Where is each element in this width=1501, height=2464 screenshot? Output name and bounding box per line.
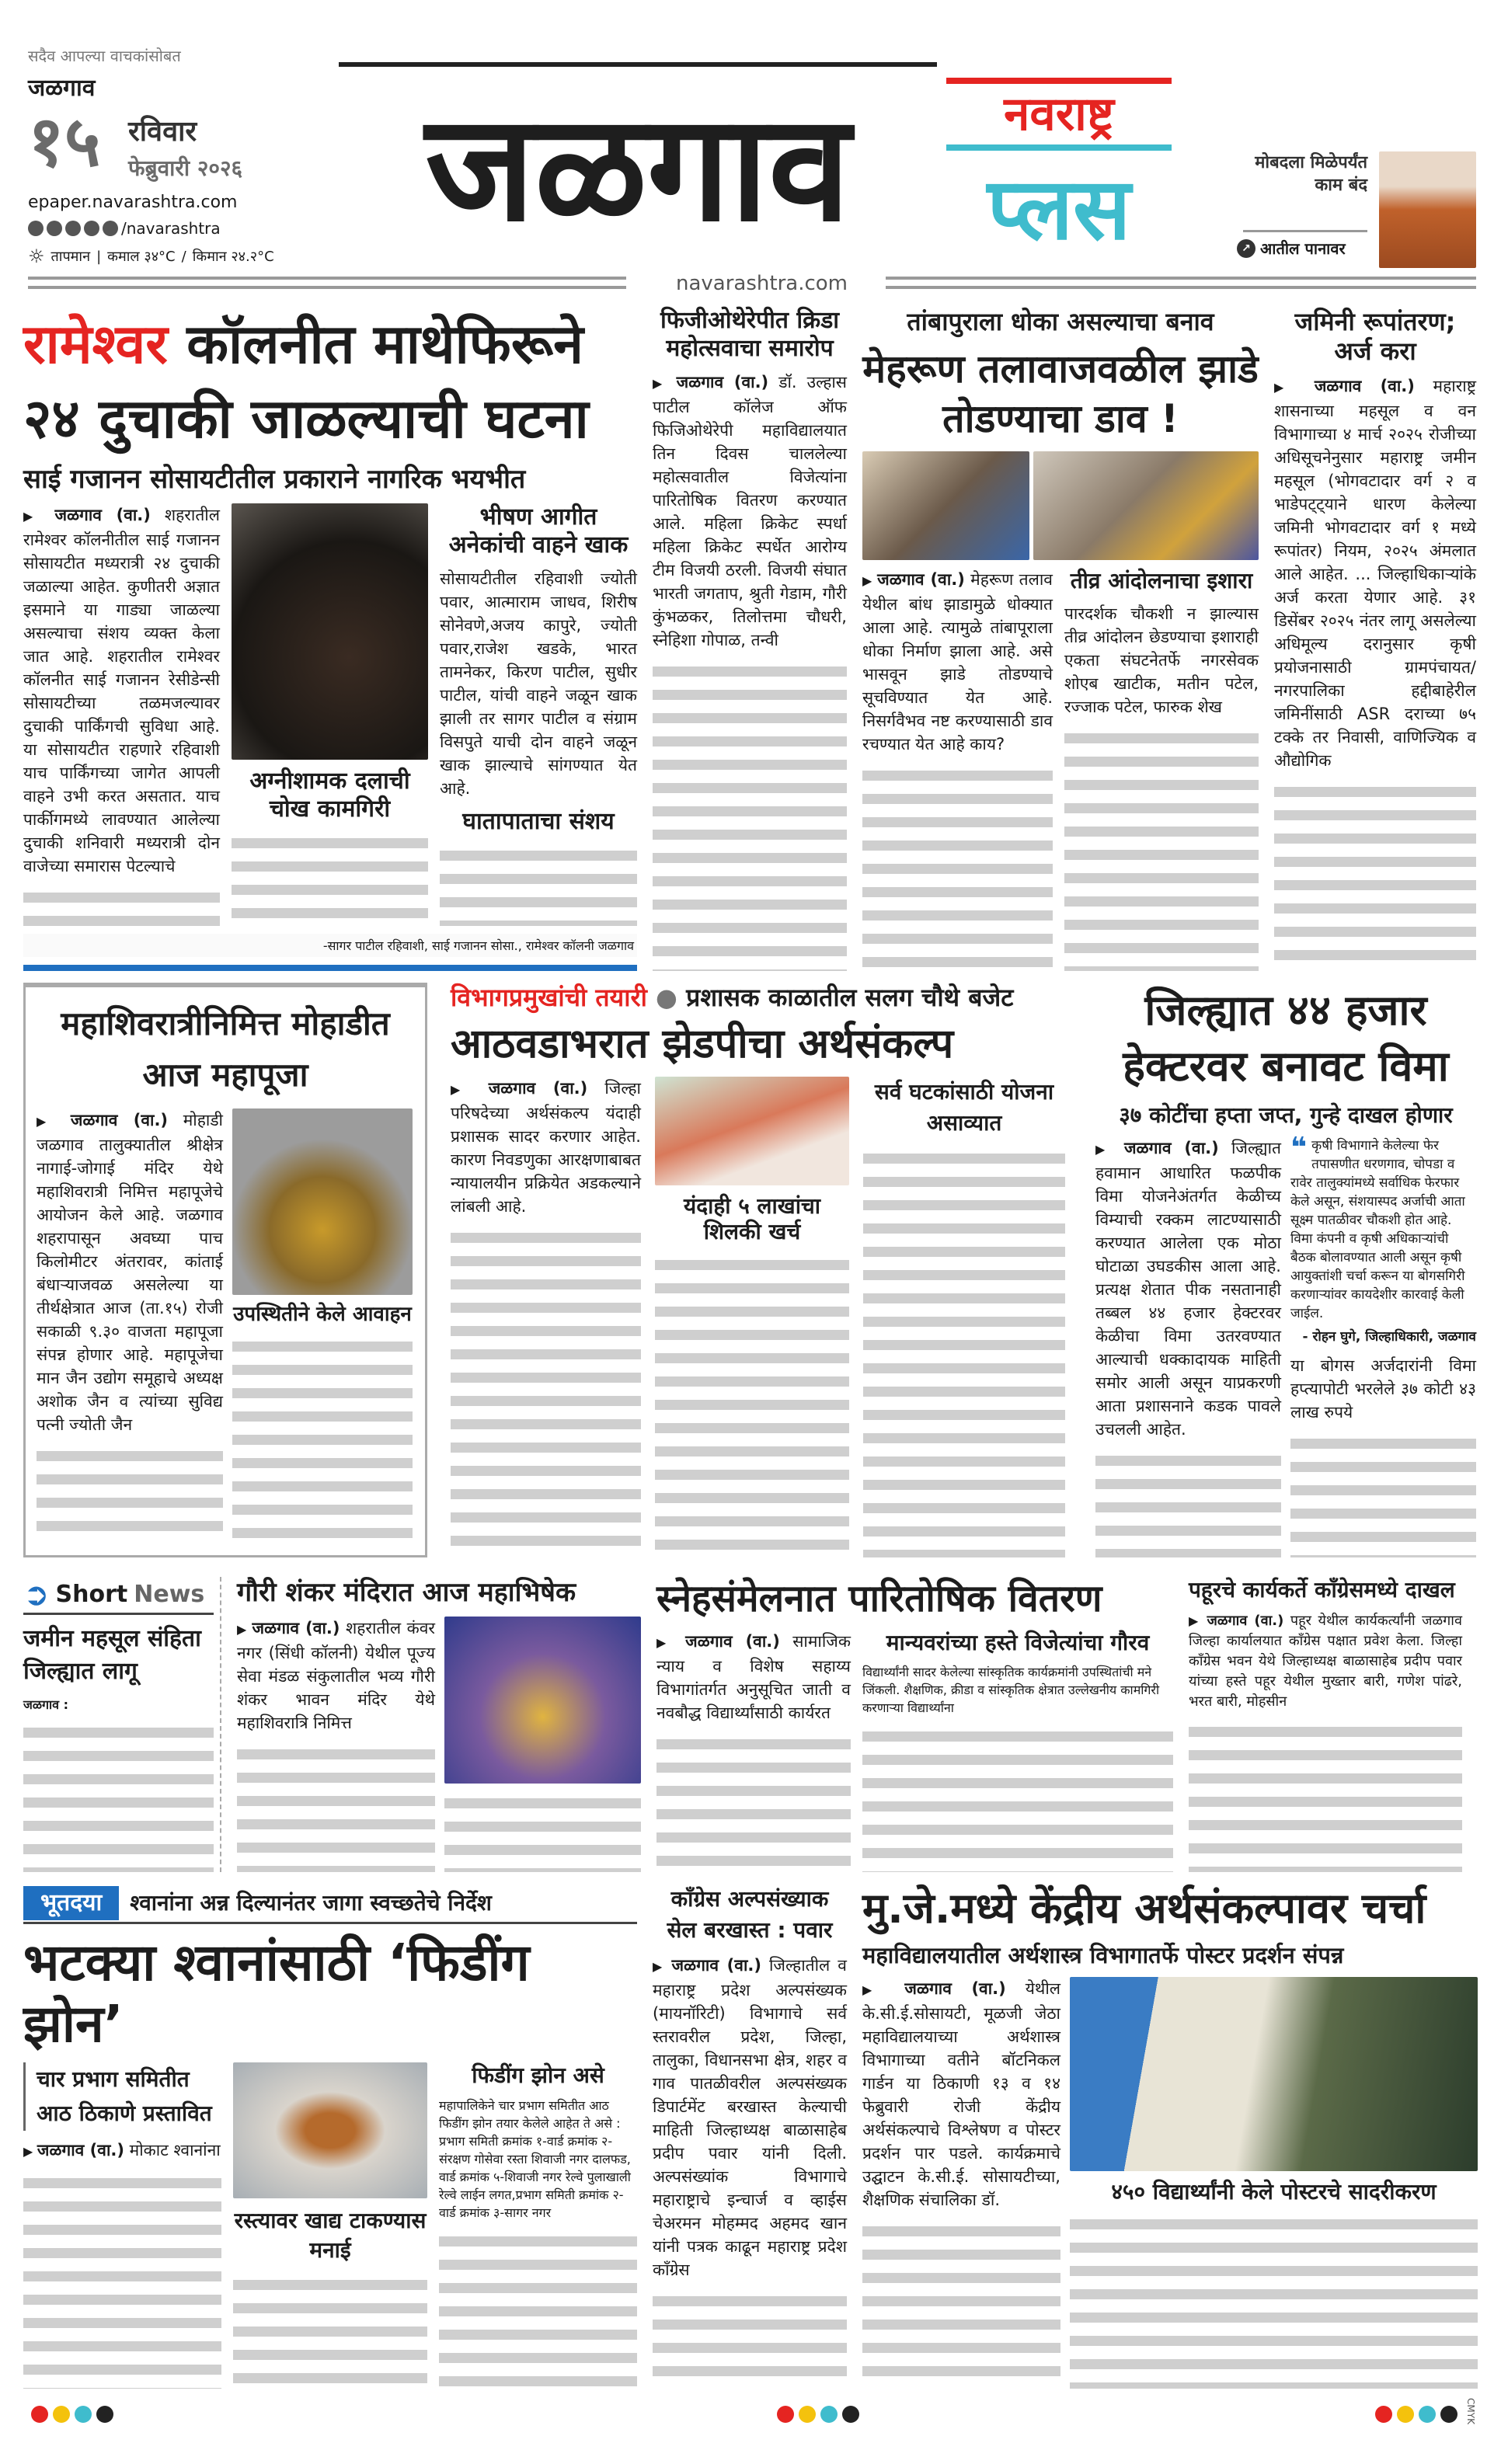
arrow-icon: ↗ — [1237, 239, 1255, 258]
fire-brigade-head: अग्नीशामक दलाची चोख कामगिरी — [249, 767, 410, 823]
pahur-head[interactable]: पहूरचे कार्यकर्ते काँग्रेसमध्ये दाखल — [1189, 1577, 1455, 1603]
congress-head[interactable]: काँग्रेस अल्पसंख्याक सेल बरखास्त : पवार — [667, 1886, 833, 1943]
brand-logo — [946, 78, 1172, 267]
appeal-head: उपस्थितीने केले आवाहन — [233, 1303, 412, 1326]
no-feeding-head: रस्त्यावर खाद्य टाकण्यास मनाई — [234, 2208, 427, 2264]
lead-headline[interactable]: रामेश्वर कॉलनीत माथेफिरूने २४ दुचाकी जाळल्याची घटना — [23, 312, 589, 451]
masthead-title-box — [339, 62, 937, 273]
brand-top: नवराष्ट्र — [1004, 87, 1114, 141]
physio-story — [653, 307, 847, 971]
row-middle — [23, 983, 1478, 1557]
color-registration-right — [1375, 2406, 1462, 2426]
surplus-head: यंदाही ५ लाखांचा शिलकी खर्च — [684, 1192, 820, 1245]
insurance-subhead: ३७ कोटींचा हप्ता जप्त, गुन्हे दाखल होणार — [1119, 1102, 1453, 1128]
lead-body: ▶ जळगाव (वा.) शहरातील रामेश्वर कॉलनीतील साई गजानन सोसायटीत मध्यरात्री २४ दुचाकी जळाल्या आहेत. कुणीतरी अज्ञात इसमाने या गाड्या जाळल्या असल्याचा संशय व्यक्त केला जात आहे. शहरातील रामेश्वर कॉलनीत साई गजानन रेसीडेन्सी सोसायटीच्या तळमजल्यावर दुचाकी पार्किंगची सुविधा आहे. या सोसायटीत राहणारे रहिवाशी याच पार्किंगच्या जागेत आपली वाहने उभी करत असतात. याच पार्कीगमध्ये लावण्यात आलेल्या दुचाकी शनिवारी मध्यरात्री दोन वाजेच्या समारास पेटल्याचे — [23, 503, 220, 878]
facebook-icon[interactable] — [28, 221, 44, 236]
insurance-story — [1095, 983, 1476, 1557]
pahur-story — [1189, 1577, 1462, 1872]
temp-min: किमान २४.२°C — [192, 249, 274, 265]
gauri-story — [237, 1577, 641, 1872]
dogs-kicker-bar — [23, 1884, 637, 1924]
dogs-side-head: चार प्रभाग समितीत आठ ठिकाणे प्रस्तावित — [23, 2062, 221, 2131]
short-news-dateline: जळगाव : — [23, 1697, 69, 1712]
physio-head[interactable]: फिजीओथेरेपीत क्रिडा महोत्सवाचा समारोप — [660, 307, 840, 362]
sneh-story — [656, 1577, 1173, 1872]
mj-story — [862, 1884, 1478, 2389]
mehrun-kicker: तांबापुराला धोका असल्याचा बनाव — [907, 307, 1214, 336]
short-news-head[interactable]: जमीन महसूल संहिता जिल्ह्यात लागू — [23, 1625, 201, 1685]
lead-story — [23, 307, 637, 971]
edition-city: जळगाव — [28, 75, 96, 102]
linkedin-icon[interactable] — [103, 221, 118, 236]
mj-body: ▶ जळगाव (वा.) येथील के.सी.ई.सोसायटी, मूळजी जेठा महाविद्यालयाच्या अर्थशास्त्र विभागाच्या वतीने बॉटनिकल गार्डन या ठिकाणी १३ व १४ फेब्रुवारी रोजी केंद्रीय अर्थसंकल्पाचे विश्लेषण व पोस्टर प्रदर्शन पार पडले. कार्यक्रमाचे उद्घाटन के.सी.ई. सोसायटीच्या, शैक्षणिक संचालिका डॉ. — [862, 1977, 1060, 2212]
teaser-photo — [1379, 151, 1476, 268]
short-news-label: ➲ Short News — [23, 1577, 214, 1615]
youtube-icon[interactable] — [84, 221, 99, 236]
mj-head[interactable]: मु.जे.मध्ये केंद्रीय अर्थसंकल्पावर चर्चा — [862, 1884, 1426, 1933]
collector-quote: ❝ कृषी विभागाने केलेल्या फेर तपासणीत धरणगाव, चोपडा व रावेर तालुक्यांमध्ये सर्वाधिक फेरफार केले असून, संशयास्पद अर्जाची आता सूक्ष्म पातळीवर चौकशी होत आहे. विमा कंपनी व कृषी अधिकाऱ्यांची बैठक बोलावण्यात आली असून कृषी आयुक्तांशी चर्चा करून या बोगसगिरी करणाऱ्यांवर कायदेशीर कारवाई केली जाईल. - रोहन घुगे, जिल्हाधिकारी, जळगाव — [1290, 1131, 1476, 1345]
insurance-head[interactable]: जिल्ह्यात ४४ हजार हेक्टरवर बनावट विमा — [1123, 986, 1449, 1091]
congress-body: ▶ जळगाव (वा.) जिल्हातील व महाराष्ट्र प्रदेश अल्पसंख्यक (मायनॉरिटी) विभागाचे सर्व स्तरावरील प्रदेश, जिल्हा, तालुका, विधानसभा क्षेत्र, शहर व गाव पातळीवरील अल्पसंख्यक डिपार्टमेंट बरखास्त केल्याची माहिती जिल्हाध्यक्ष बाळासाहेब प्रदीप पवार यांनी दिली. अल्पसंख्यांक विभागाचे महाराष्ट्राचे इन्चार्ज व व्हाईस चेअरमन मोहम्मद अहमद खान यांनी पत्रक काढून महाराष्ट्र प्रदेश काँग्रेस — [653, 1954, 847, 2281]
kicker-label: भूतदया — [23, 1886, 119, 1920]
row-bottom — [23, 1884, 1478, 2389]
weekday: रविवार — [128, 116, 197, 148]
masthead-title: जळगाव — [425, 82, 851, 254]
brand-bottom: प्लस — [987, 159, 1131, 259]
mahashivratri-box — [23, 983, 427, 1557]
schemes-head: सर्व घटकांसाठी योजना असाव्यात — [874, 1078, 1054, 1136]
social-links — [28, 219, 221, 238]
insurance-body: ▶ जळगाव (वा.) जिल्ह्यात हवामान आधारित फळपीक विमा योजनेअंतर्गत केळीच्य विम्याची रक्कम लाटण्यासाठी करण्यात आलेला एक मोठा घोटाळा उघडकीस आला आहे. प्रत्यक्ष शेतात पीक नसतानाही तब्बल ४४ हजार हेक्टरवर केळीचा विमा उतरवण्यात आल्याची धक्कादायक माहिती समोर आली असून याप्रकरणी आता प्रशासनाने कडक पावले उचलली आहेत. — [1095, 1136, 1281, 1441]
dogs-body: ▶ जळगाव (वा.) मोकाट श्वानांना — [23, 2139, 221, 2163]
sneh-body-2: विद्यार्थ्यांनी सादर केलेल्या सांस्कृतिक कार्यक्रमांनी उपस्थितांची मने जिंकली. शैक्षणिक, क्रीडा व सांस्कृतिक क्षेत्रात उल्लेखनीय कामगिरी करणाऱ्या विद्यार्थ्यांना — [862, 1665, 1160, 1716]
dog-photo — [233, 2062, 427, 2198]
land-conversion-head[interactable]: जमिनी रूपांतरण; अर्ज करा — [1294, 307, 1456, 367]
arrow-icon: ➲ — [23, 1577, 50, 1613]
footer — [23, 2398, 1478, 2445]
mj-subhead: महाविद्यालयातील अर्थशास्त्र विभागातर्फे पोस्टर प्रदर्शन संपन्न — [862, 1941, 1344, 1968]
teaser-headline[interactable]: मोबदला मिळेपर्यंत काम बंद — [1255, 153, 1367, 195]
budget-story — [451, 983, 1072, 1557]
mahashivratri-head[interactable]: महाशिवरात्रीनिमित्त मोहाडीत आज महापूजा — [61, 1004, 390, 1094]
vehicles-burnt-head: भीषण आगीत अनेकांची वाहने खाक — [448, 503, 629, 559]
weather: ☼ तापमान | कमाल ३४°C / किमान २४.२°C — [28, 245, 274, 267]
land-conversion-body: ▶ जळगाव (वा.) महाराष्ट्र शासनाच्या महसूल व वन विभागाच्या ४ मार्च २०२५ रोजीच्या अधिसूचनेनुसार महाराष्ट्र जमीन महसूल (भोगवटादार वर्ग २ व भाडेपट्ट्याने धारण केलेल्या जमिनी भोगवटादार वर्ग १ मध्ये रूपांतर) नियम, २०२५ अंमलात आले आहेत. ... जिल्हाधिकाऱ्यांके अर्ज करता येणार आहे. ३१ डिसेंबर २०२५ नंतर लागू असलेल्या अधिमूल्य दरानुसार कृषी प्रयोजनासाठी ग्रामपंचायत/नगरपालिका हद्दीबाहेरील जमिनींसाठी ASR दराच्या ७५ टक्के तर निवासी, वाणिज्यिक व औद्योगिक — [1274, 374, 1476, 772]
dogs-head[interactable]: भटक्या श्वानांसाठी ‘फिडींग झोन’ — [23, 1933, 530, 2055]
mehrun-body: ▶ जळगाव (वा.) मेहरूण तलाव येथील बांध झाडामुळे धोक्यात आला आहे. त्यामुळे तांबापूराला धोका निर्माण झाला आहे. असे भासवून झाडे तोडण्याचे सूचविण्यात येत आहे. निसर्गवैभव नष्ट करण्यासाठी डाव रचण्यात येत आहे काय? — [862, 568, 1053, 756]
x-icon[interactable] — [65, 221, 81, 236]
insurance-body-2: या बोगस अर्जदारांनी विमा हप्त्यापोटी भरलेले ३७ कोटी ४३ लाख रुपये — [1290, 1356, 1476, 1422]
sneh-head[interactable]: स्नेहसंमेलनात पारितोषिक वितरण — [656, 1577, 1102, 1620]
lead-subhead: साई गजानन सोसायटीतील प्रकाराने नागरिक भयभीत — [23, 464, 526, 495]
instagram-icon[interactable] — [47, 221, 62, 236]
temp-max: कमाल ३४°C — [107, 249, 176, 265]
agitation-body: पारदर्शक चौकशी न झाल्यास तीव्र आंदोलन छेडण्याचा इशाराही एकता संघटनेतर्फे नगरसेवक शोएब खाटीक, मतीन पटेल, रज्जाक पटेल, फारुक शेख — [1064, 604, 1259, 716]
mehrun-photo-1 — [862, 451, 1029, 560]
color-registration-center — [777, 2406, 864, 2426]
gauri-body: ▶ जळगाव (वा.) शहरातील कंवर नगर (सिंधी कॉलनी) येथील पूज्य सेवा मंडळ संकुलातील भव्य गौरी शंकर भावन मंदिर येथे महाशिवरात्रि निमित्त — [237, 1617, 435, 1735]
row-lower — [23, 1577, 1478, 1872]
short-news — [23, 1577, 221, 1872]
temple-photo — [444, 1617, 641, 1784]
sneh-body: ▶ जळगाव (वा.) सामाजिक न्याय व विशेष सहाय्य विभागांतर्गत अनुसूचित जाती व नवबौद्ध विद्यार्थ्यांसाठी कार्यरत — [656, 1630, 851, 1724]
quote-icon: ❝ — [1290, 1131, 1308, 1164]
mehrun-story — [862, 307, 1259, 971]
budget-kicker: विभागप्रमुखांची तयारी ● प्रशासक काळातील सलग चौथे बजेट — [451, 983, 1014, 1012]
weather-icon: ☼ — [28, 245, 45, 267]
mj-photo-caption: ४५० विद्यार्थ्यांनी केले पोस्टरचे सादरीकरण — [1111, 2178, 1437, 2205]
congress-story — [653, 1884, 847, 2389]
tagline: सदैव आपल्या वाचकांसोबत — [28, 47, 181, 65]
color-registration-left — [31, 2406, 118, 2426]
land-conversion-story — [1274, 307, 1476, 971]
physio-body: ▶ जळगाव (वा.) डॉ. उल्हास पाटील कॉलेज ऑफ फिजिओथेरेपी महाविद्यालयात तिन दिवस चाललेल्या महोत्सवातील विजेत्यांना पारितोषिक वितरण करण्यात आले. महिला क्रिकेट स्पर्धा महिला क्रिकेट स्पर्धेत आरोग्य टीम विजयी ठरली. विजयी संघात भारती जगताप, श्रुती गेडाम, गौरी कुंभळकर, तिलोत्तमा चौधरी, स्नेहिशा गोपाळ, तन्वी — [653, 371, 847, 652]
temp-label: तापमान — [50, 249, 91, 265]
mahashivratri-body: ▶ जळगाव (वा.) मोहाडी जळगाव तालुक्यातील श्रीक्षेत्र नागाई-जोगाई मंदिर येथे महाशिवरात्री निमित्त महापूजेचे आयोजन केले आहे. जळगाव शहरापासून अवघ्या पाच किलोमीटर अंतरावर, कांताई बंधाऱ्याजवळ असलेल्या या तीर्थक्षेत्रात आज (ता.१५) रोजी सकाळी ९.३० वाजता महापूजा संपन्न होणार आहे. महापूजेचा मान जैन उद्योग समूहाचे अध्यक्ष अशोक जैन व त्यांच्या सुविद्य पत्नी ज्योती जैन — [37, 1108, 223, 1436]
lead-quote: -सागर पाटील रहिवाशी, साई गजानन सोसा., रामेश्वर कॉलनी जळगाव — [23, 934, 637, 957]
sabotage-head: घातापाताचा संशय — [462, 807, 615, 835]
budget-head[interactable]: आठवडाभरात झेडपीचा अर्थसंकल्प — [451, 1021, 954, 1068]
dogs-story — [23, 1884, 637, 2389]
zone-body: महापालिकेने चार प्रभाग समितीत आठ फिडींग झोन तयार केलेले आहेत ते असे : प्रभाग समिती क्रमांक १-वार्ड क्रमांक २- संरक्षण गोसेवा रस्ता शिवाजी नगर दालफड, वार्ड क्रमांक ५-शिवाजी नगर रेल्वे पुलाखाली रेल्वे लाईन लगत,प्रभाग समिती क्रमांक २-वार्ड क्रमांक ३-सागर नगर — [439, 2097, 631, 2220]
dogs-kicker: श्वानांना अन्न दिल्यानंतर जागा स्वच्छतेचे निर्देश — [130, 1889, 492, 1916]
poster-exhibition-photo — [1070, 1977, 1478, 2171]
gauri-head[interactable]: गौरी शंकर मंदिरात आज महाभिषेक — [237, 1577, 576, 1608]
burnt-bikes-photo — [232, 503, 428, 760]
social-handle: /navarashtra — [121, 219, 221, 238]
epaper-link[interactable]: epaper.navarashtra.com — [28, 193, 238, 212]
website-url[interactable]: navarashtra.com — [676, 272, 848, 295]
vehicles-burnt-body: सोसायटीतील रहिवाशी ज्योती पवार, आत्माराम जाधव, शिरीष सोनेवणे,अजय कापुरे, ज्योती पवार,राजेश खडके, भारत तामनेकर, किरण पाटील, सुधीर पाटील, यांची वाहने जळून खाक झाली तर सागर पाटील व संग्राम विसपुते याची दोन वाहने जळून खाक झाल्याचे सांगण्यात येत आहे. — [440, 569, 637, 798]
cmyk-mark: CMYK — [1465, 2398, 1476, 2424]
row-top — [23, 307, 1478, 971]
month-year: फेब्रुवारी २०२६ — [128, 155, 243, 181]
pahur-body: ▶ जळगाव (वा.) पहूर येथील कार्यकर्त्यांनी जळगाव जिल्हा कार्यालयात काँग्रेस पक्षात प्रवेश केला. जिल्हा काँग्रेस भवन येथे जिल्हाध्यक्ष बाळासाहेब प्रदीप पवार यांच्या हस्ते पहूर येथील मुख्तार बारी, गणेश पांढरे, भरत बारी, मोहसीन — [1189, 1611, 1462, 1712]
zone-head: फिडींग झोन असे — [472, 2062, 604, 2089]
mehrun-head[interactable]: मेहरूण तलावाजवळील झाडे तोडण्याचा डाव ! — [862, 346, 1259, 442]
shivling-photo — [232, 1108, 413, 1295]
budget-body: ▶ जळगाव (वा.) जिल्हा परिषदेच्या अर्थसंकल्प यंदाही प्रशासक सादर करणार आहेत. कारण निवडणुका आरक्षणाबाबत न्यायालयीन प्रक्रियेत अडकल्याने लांबली आहे. — [451, 1077, 641, 1218]
zp-building-photo — [655, 1077, 849, 1185]
mehrun-photo-2 — [1033, 451, 1259, 560]
agitation-head: तीव्र आंदोलनाचा इशारा — [1070, 568, 1253, 594]
teaser-link[interactable]: ↗ आतील पानावर — [1237, 238, 1346, 259]
sneh-subhead: मान्यवरांच्या हस्ते विजेत्यांचा गौरव — [886, 1629, 1150, 1655]
date-day: १५ — [28, 101, 101, 183]
